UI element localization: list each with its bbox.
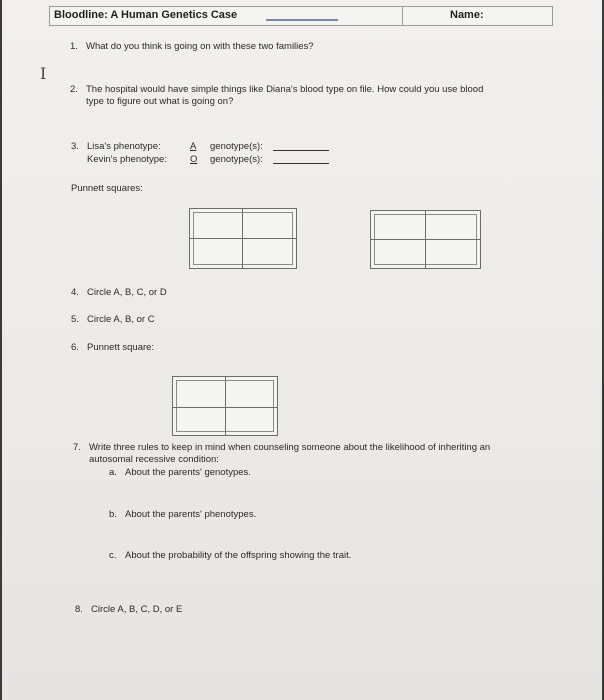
question-text-line-1: Write three rules to keep in mind when counseling someone about the likelihood of inheriting an	[89, 442, 491, 453]
title-blank-line	[266, 19, 338, 21]
sub-letter: c.	[109, 550, 117, 561]
question-text: What do you think is going on with these two families?	[86, 41, 314, 52]
question-7a	[109, 467, 251, 479]
question-number: 8.	[75, 604, 83, 615]
question-text: Circle A, B, or C	[87, 314, 155, 325]
kevin-genotype-label: genotype(s):	[210, 154, 263, 165]
sub-text: About the parents' phenotypes.	[125, 509, 257, 520]
question-number: 4.	[71, 287, 79, 298]
question-text: Circle A, B, C, or D	[87, 287, 167, 298]
worksheet-page	[2, 0, 602, 700]
lisa-genotype-label: genotype(s):	[210, 141, 263, 152]
question-number: 2.	[70, 84, 78, 95]
lisa-phenotype-label: Lisa's phenotype:	[87, 141, 161, 152]
punnett-square-1	[189, 208, 297, 269]
question-text-line-1: The hospital would have simple things like Diana's blood type on file. How could you use blood	[86, 84, 484, 95]
question-1	[70, 41, 314, 53]
question-6	[71, 342, 154, 354]
punnett-square-2	[370, 210, 481, 269]
question-5	[71, 314, 155, 326]
question-7	[73, 442, 490, 466]
kevin-genotype-blank[interactable]	[273, 163, 329, 164]
worksheet-title: Bloodline: A Human Genetics Case	[54, 9, 238, 21]
punnett-square-3	[172, 376, 278, 436]
question-number: 5.	[71, 314, 79, 325]
question-text-line-2: type to figure out what is going on?	[86, 96, 234, 107]
sub-text: About the parents' genotypes.	[125, 467, 251, 478]
question-4	[71, 287, 167, 299]
question-text-line-2: autosomal recessive condition:	[89, 454, 219, 465]
question-number: 7.	[73, 442, 81, 453]
lisa-genotype-blank[interactable]	[273, 150, 329, 151]
header-divider	[402, 7, 403, 25]
question-2	[70, 84, 483, 108]
question-text: Punnett square:	[87, 342, 155, 353]
kevin-phenotype-label: Kevin's phenotype:	[87, 154, 167, 165]
name-label: Name:	[450, 9, 484, 21]
punnett-squares-label: Punnett squares:	[71, 183, 143, 194]
question-text: Circle A, B, C, D, or E	[91, 604, 183, 615]
sub-text: About the probability of the offspring showing the trait.	[125, 550, 352, 561]
sub-letter: a.	[109, 467, 117, 478]
worksheet-header	[49, 6, 553, 26]
text-cursor-icon: I	[40, 64, 47, 83]
kevin-phenotype-value: O	[190, 154, 198, 165]
question-8	[75, 604, 182, 616]
question-number: 6.	[71, 342, 79, 353]
question-number: 3.	[71, 141, 79, 152]
sub-letter: b.	[109, 509, 117, 520]
question-7c	[109, 550, 351, 562]
question-number: 1.	[70, 41, 78, 52]
question-7b	[109, 509, 256, 521]
lisa-phenotype-value: A	[190, 141, 197, 152]
